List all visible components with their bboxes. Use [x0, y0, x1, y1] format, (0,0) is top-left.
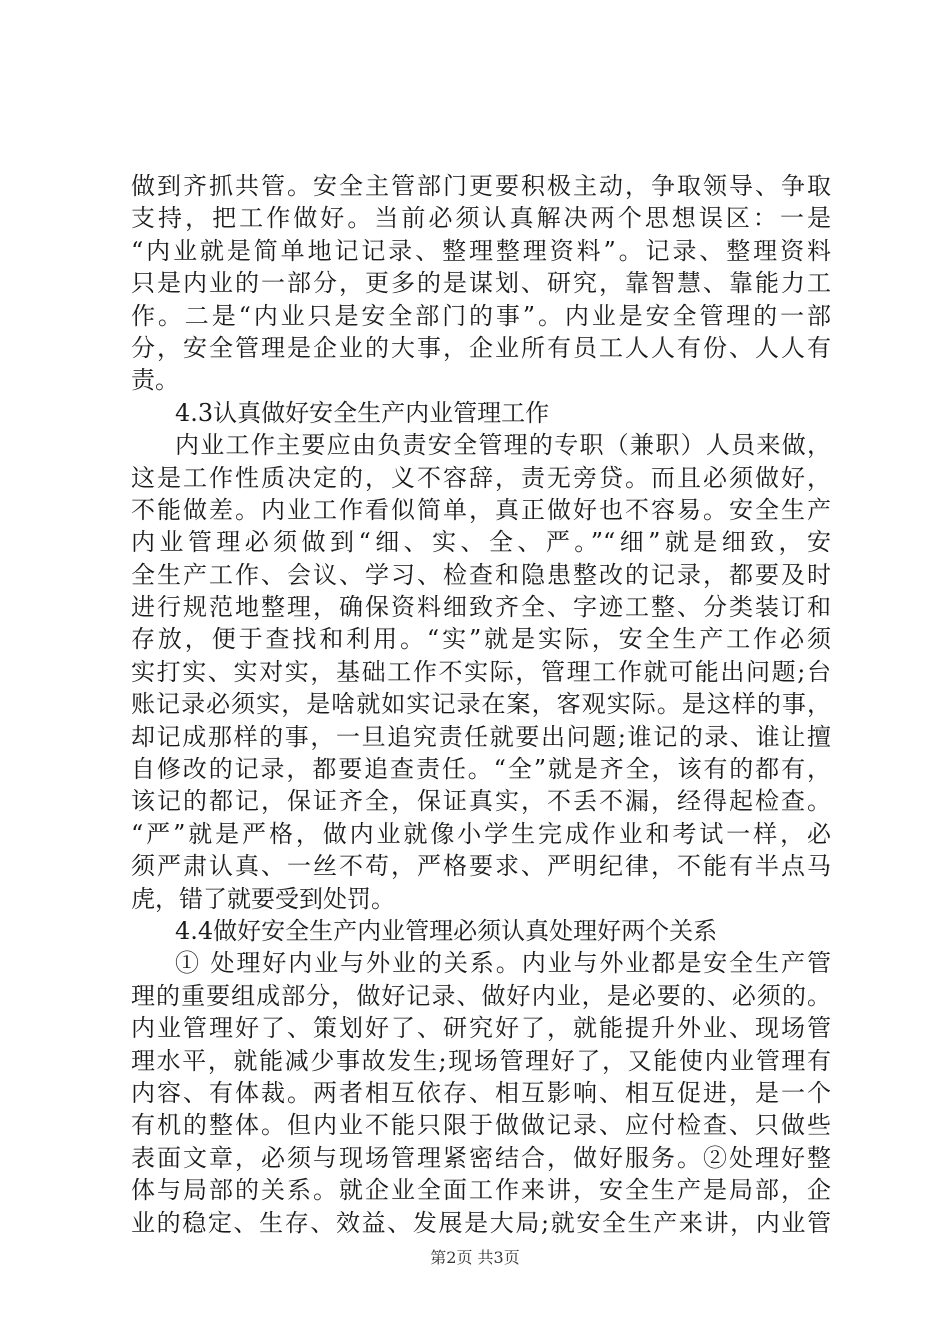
text-line: 支持，把工作做好。当前必须认真解决两个思想误区：一是	[131, 204, 831, 233]
section-heading-4-3: 4.3认真做好安全生产内业管理工作	[175, 398, 550, 427]
text-line: 只是内业的一部分，更多的是谋划、研究，靠智慧、靠能力工	[131, 269, 831, 298]
text-line: 理水平，就能减少事故发生;现场管理好了，又能使内业管理有	[131, 1046, 831, 1075]
text-line: 表面文章，必须与现场管理紧密结合，做好服务。②处理好整	[131, 1143, 831, 1172]
text-line: 内业管理必须做到“细、实、全、严。”“细”就是细致，安	[131, 528, 831, 557]
text-line: 内业管理好了、策划好了、研究好了，就能提升外业、现场管	[131, 1014, 831, 1043]
text-line: 分，安全管理是企业的大事，企业所有员工人人有份、人人有	[131, 333, 831, 362]
page-number-footer: 第2页 共3页	[430, 1248, 520, 1267]
text-line: 这是工作性质决定的，义不容辞，责无旁贷。而且必须做好，	[131, 463, 831, 492]
text-line: 责。	[131, 366, 179, 395]
text-line: “严”就是严格，做内业就像小学生完成作业和考试一样，必	[131, 819, 831, 848]
text-line: 内容、有体裁。两者相互依存、相互影响、相互促进，是一个	[131, 1078, 831, 1107]
text-line: 账记录必须实，是啥就如实记录在案，客观实际。是这样的事，	[131, 690, 831, 719]
text-line: 该记的都记，保证齐全，保证真实，不丢不漏，经得起检查。	[131, 787, 831, 816]
text-line: 业的稳定、生存、效益、发展是大局;就安全生产来讲，内业管	[131, 1208, 831, 1237]
text-line: 做到齐抓共管。安全主管部门更要积极主动，争取领导、争取	[131, 172, 831, 200]
text-line: 作。二是“内业只是安全部门的事”。内业是安全管理的一部	[131, 301, 831, 330]
text-line: 存放，便于查找和利用。“实”就是实际，安全生产工作必须	[131, 625, 831, 654]
text-line: 不能做差。内业工作看似简单，真正做好也不容易。安全生产	[131, 495, 831, 524]
text-line: 体与局部的关系。就企业全面工作来讲，安全生产是局部，企	[131, 1176, 831, 1205]
document-body	[131, 170, 831, 1239]
text-line: 须严肃认真、一丝不苟，严格要求、严明纪律，不能有半点马	[131, 852, 831, 881]
text-line: 进行规范地整理，确保资料细致齐全、字迹工整、分类装订和	[131, 593, 831, 622]
text-line: 有机的整体。但内业不能只限于做做记录、应付检查、只做些	[131, 1111, 831, 1140]
text-line: 全生产工作、会议、学习、检查和隐患整改的记录，都要及时	[131, 560, 831, 589]
text-line: 却记成那样的事，一旦追究责任就要出问题;谁记的录、谁让擅	[131, 722, 831, 751]
text-line: 理的重要组成部分，做好记录、做好内业，是必要的、必须的。	[131, 981, 831, 1010]
text-line: 内业工作主要应由负责安全管理的专职（兼职）人员来做，	[175, 431, 831, 460]
text-line: “内业就是简单地记记录、整理整理资料”。记录、整理资料	[131, 236, 831, 265]
section-heading-4-4: 4.4做好安全生产内业管理必须认真处理好两个关系	[175, 916, 718, 945]
text-line: 自修改的记录，都要追查责任。“全”就是齐全，该有的都有，	[131, 755, 831, 784]
text-line: ① 处理好内业与外业的关系。内业与外业都是安全生产管	[175, 949, 831, 978]
text-line: 虎，错了就要受到处罚。	[131, 884, 395, 913]
text-line: 实打实、实对实，基础工作不实际，管理工作就可能出问题;台	[131, 657, 831, 686]
